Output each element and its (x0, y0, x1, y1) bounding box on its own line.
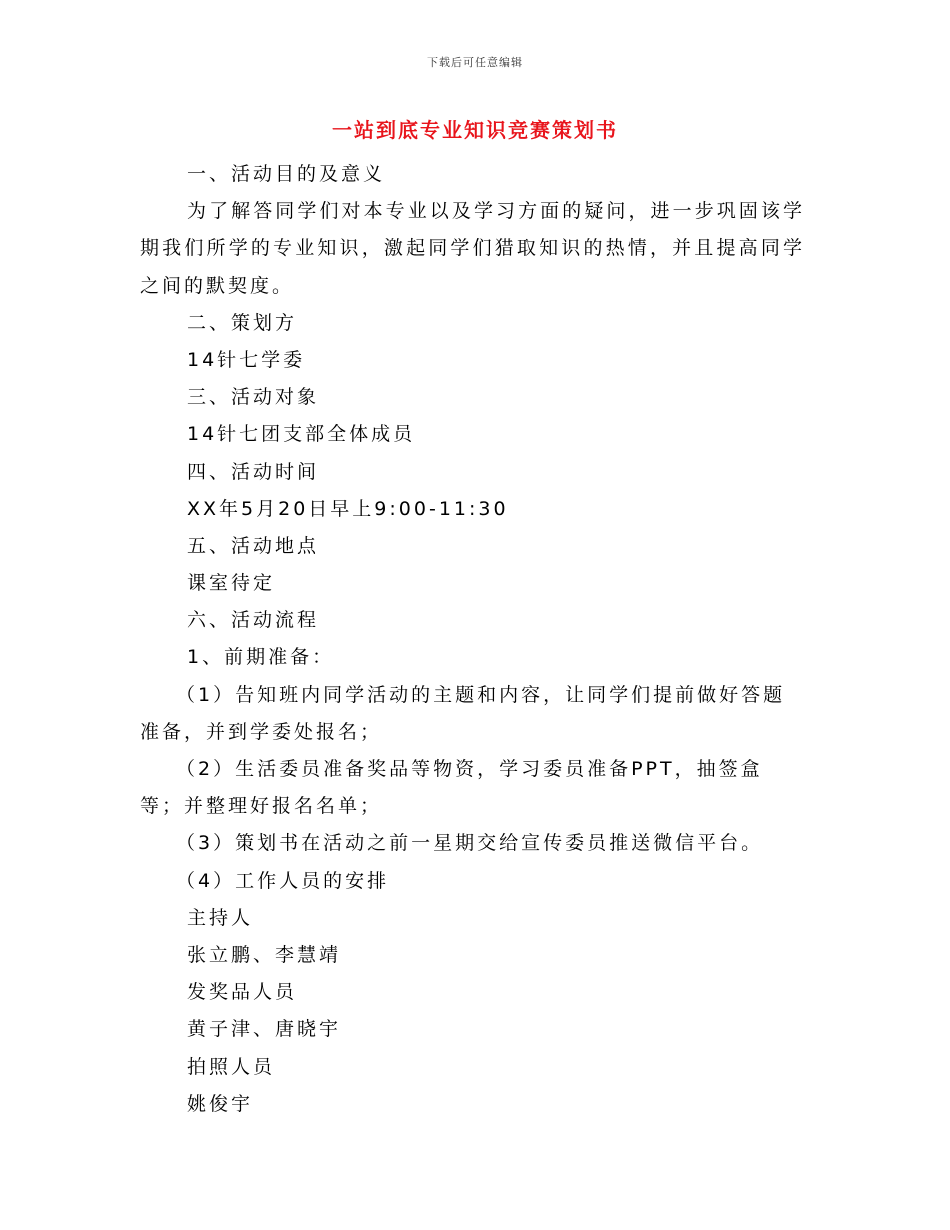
document-body (140, 156, 805, 1123)
section-heading-planner: 二、策划方 (187, 311, 298, 334)
prep-item-4: （4）工作人员的安排 (176, 869, 390, 892)
purpose-paragraph: 为了解答同学们对本专业以及学习方面的疑问，进一步巩固该学期我们所学的专业知识，激起同学们猎取知识的热情，并且提高同学之间的默契度。 (140, 200, 805, 297)
planner-text: 14针七学委 (187, 348, 306, 371)
location-text: 课室待定 (187, 572, 276, 595)
section-heading-time: 四、活动时间 (187, 460, 320, 483)
section-heading-audience: 三、活动对象 (187, 386, 320, 409)
step-heading-preparation: 1、前期准备： (187, 646, 335, 669)
role-prize-names: 黄子津、唐晓宇 (187, 1018, 342, 1041)
role-prize-label: 发奖品人员 (187, 981, 298, 1004)
role-host-names: 张立鹏、李慧靖 (187, 944, 342, 967)
section-heading-purpose: 一、活动目的及意义 (187, 163, 386, 185)
role-photo-label: 拍照人员 (187, 1055, 276, 1078)
document-title: 一站到底专业知识竞赛策划书 (332, 118, 618, 142)
prep-item-3: （3）策划书在活动之前一星期交给宣传委员推送微信平台。 (176, 832, 764, 855)
prep-item-2: （2）生活委员准备奖品等物资，学习委员准备PPT，抽签盒等；并整理好报名名单； (140, 758, 763, 818)
role-photo-names: 姚俊宇 (187, 1092, 254, 1115)
section-heading-process: 六、活动流程 (187, 609, 320, 632)
audience-text: 14针七团支部全体成员 (187, 423, 416, 446)
header-note: 下载后可任意编辑 (427, 56, 523, 69)
section-heading-location: 五、活动地点 (187, 534, 320, 557)
time-text: XX年5月20日早上9:00-11:30 (187, 497, 509, 520)
role-host-label: 主持人 (187, 906, 254, 929)
prep-item-1: （1）告知班内同学活动的主题和内容，让同学们提前做好答题准备，并到学委处报名； (140, 683, 786, 743)
